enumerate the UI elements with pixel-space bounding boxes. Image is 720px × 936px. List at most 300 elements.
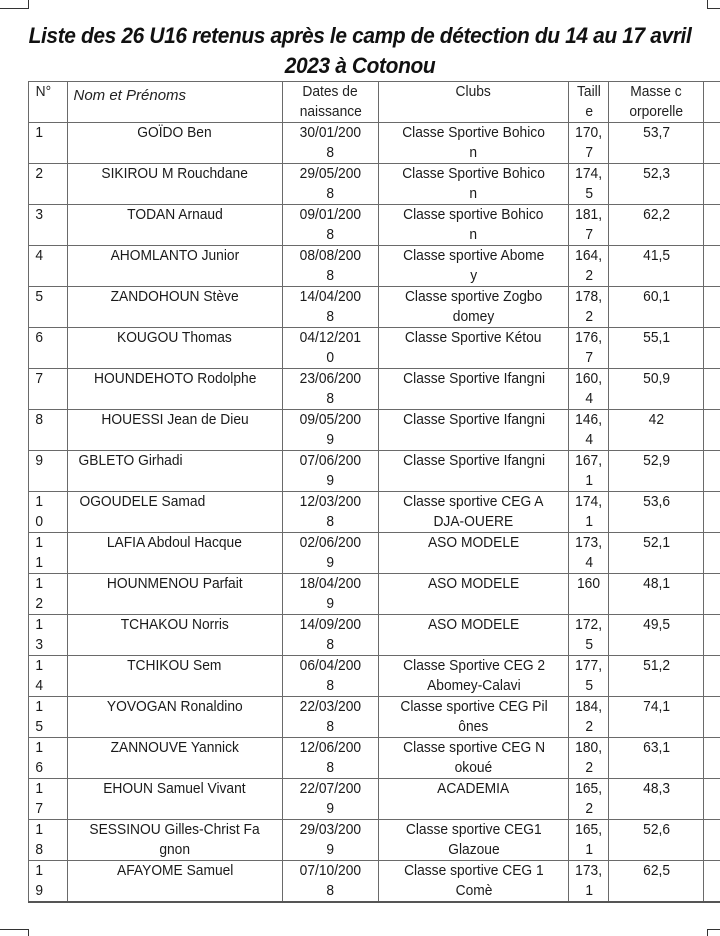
- cell-name-line: AFAYOME Samuel: [117, 861, 233, 881]
- cell-name: [67, 492, 283, 533]
- cell-height: [569, 451, 609, 492]
- cell-truncated-column: [704, 779, 720, 820]
- cell-number-line: 7: [35, 369, 43, 389]
- cell-truncated-column: [704, 451, 720, 492]
- cell-number: [29, 738, 68, 779]
- cell-club: [378, 205, 568, 246]
- cell-weight: [609, 164, 704, 205]
- cell-birthdate-line: 12/03/200: [300, 492, 361, 512]
- cell-name-line: ZANDOHOUN Stève: [111, 287, 239, 307]
- cell-birthdate-line: 22/07/200: [300, 779, 361, 799]
- cell-weight-line: 62,5: [643, 861, 670, 881]
- cell-club-line: Classe sportive CEG 1: [404, 861, 544, 881]
- cell-birthdate-line: 8: [327, 184, 335, 204]
- cell-name-line: LAFIA Abdoul Hacque: [107, 533, 242, 553]
- cell-height-line: 1: [585, 471, 593, 491]
- cell-club: [378, 410, 568, 451]
- cell-club-line: y: [470, 266, 477, 286]
- cell-weight: [609, 205, 704, 246]
- cell-club: [378, 246, 568, 287]
- cell-truncated-column: [704, 656, 720, 697]
- cell-club-line: Comè: [455, 881, 492, 901]
- cell-name: [67, 738, 283, 779]
- cell-weight-line: 53,6: [643, 492, 670, 512]
- cell-height-line: 2: [585, 758, 593, 778]
- cell-weight: [609, 287, 704, 328]
- cell-birthdate-line: 22/03/200: [300, 697, 361, 717]
- cell-number-line: 9: [35, 881, 43, 901]
- cell-birthdate: [283, 615, 379, 656]
- cell-height-line: 1: [585, 840, 593, 860]
- cell-height-line: 165,: [575, 779, 602, 799]
- cell-height: [569, 615, 609, 656]
- cell-name: [67, 574, 283, 615]
- cell-number: [29, 328, 68, 369]
- cell-height-line: 2: [585, 307, 593, 327]
- cell-height: [569, 492, 609, 533]
- cell-number: [29, 246, 68, 287]
- table-row: [29, 410, 720, 451]
- table-row: [29, 287, 720, 328]
- cell-birthdate: [283, 656, 379, 697]
- cell-number: [29, 697, 68, 738]
- cell-birthdate-line: 14/09/200: [300, 615, 361, 635]
- cell-truncated-column: [704, 697, 720, 738]
- table-row: [29, 697, 720, 738]
- cell-weight-line: 48,1: [643, 574, 670, 594]
- cell-club-line: n: [470, 143, 478, 163]
- cell-weight: [609, 246, 704, 287]
- cell-club-line: n: [470, 225, 478, 245]
- cell-height: [569, 697, 609, 738]
- cell-number-line: 1: [35, 123, 43, 143]
- cell-height-line: 181,: [575, 205, 602, 225]
- cell-height-line: 4: [585, 430, 593, 450]
- cell-birthdate-line: 29/03/200: [300, 820, 361, 840]
- cell-height-line: 164,: [575, 246, 602, 266]
- cell-birthdate-line: 8: [327, 307, 335, 327]
- cell-club-line: Classe Sportive Kétou: [405, 328, 542, 348]
- cell-truncated-column: [704, 328, 720, 369]
- cell-birthdate: [283, 779, 379, 820]
- page-corner-mark-bottom-right: [707, 929, 720, 936]
- cell-club-line: DJA-OUERE: [434, 512, 514, 532]
- cell-height: [569, 820, 609, 861]
- cell-birthdate-line: 8: [327, 717, 335, 737]
- cell-club-line: Classe Sportive Bohico: [402, 123, 545, 143]
- cell-height: [569, 287, 609, 328]
- cell-weight-line: 62,2: [643, 205, 670, 225]
- cell-weight: [609, 328, 704, 369]
- cell-name-line: OGOUDELE Samad: [79, 492, 205, 512]
- cell-club: [378, 123, 568, 164]
- cell-birthdate-line: 07/06/200: [300, 451, 361, 471]
- cell-height-line: 4: [585, 389, 593, 409]
- cell-name: [67, 328, 283, 369]
- cell-birthdate-line: 09/01/200: [300, 205, 361, 225]
- cell-birthdate: [283, 246, 379, 287]
- cell-number-line: 1: [35, 779, 43, 799]
- cell-weight-line: 55,1: [643, 328, 670, 348]
- cell-truncated-column: [704, 492, 720, 533]
- header-number: N°: [29, 82, 68, 123]
- cell-number-line: 1: [35, 820, 43, 840]
- cell-truncated-column: [704, 369, 720, 410]
- cell-number-line: 4: [35, 676, 43, 696]
- header-weight-line: Masse c: [631, 82, 682, 102]
- cell-club-line: Classe sportive Zogbo: [405, 287, 542, 307]
- cell-birthdate-line: 9: [327, 799, 335, 819]
- cell-birthdate-line: 8: [327, 512, 335, 532]
- cell-name: [67, 205, 283, 246]
- cell-weight: [609, 738, 704, 779]
- cell-birthdate-line: 08/08/200: [300, 246, 361, 266]
- cell-club-line: Classe sportive Abome: [403, 246, 544, 266]
- cell-birthdate-line: 09/05/200: [300, 410, 361, 430]
- cell-club-line: Classe Sportive Ifangni: [403, 451, 545, 471]
- cell-birthdate: [283, 861, 379, 903]
- cell-name-line: HOUNDEHOTO Rodolphe: [94, 369, 256, 389]
- cell-club-line: ASO MODELE: [428, 615, 519, 635]
- cell-club-line: Glazoue: [448, 840, 499, 860]
- cell-club-line: Abomey-Calavi: [427, 676, 521, 696]
- cell-club: [378, 369, 568, 410]
- cell-birthdate-line: 9: [327, 594, 335, 614]
- cell-birthdate-line: 9: [327, 553, 335, 573]
- table-row: [29, 656, 720, 697]
- cell-birthdate-line: 9: [327, 430, 335, 450]
- cell-club-line: Classe sportive Bohico: [403, 205, 543, 225]
- cell-number-line: 6: [35, 328, 43, 348]
- cell-number: [29, 410, 68, 451]
- cell-club-line: okoué: [455, 758, 493, 778]
- cell-height: [569, 164, 609, 205]
- cell-height: [569, 574, 609, 615]
- cell-number-line: 1: [35, 861, 43, 881]
- cell-name-line: TCHIKOU Sem: [128, 656, 222, 676]
- cell-weight: [609, 533, 704, 574]
- cell-club: [378, 451, 568, 492]
- cell-number-line: 9: [35, 451, 43, 471]
- cell-truncated-column: [704, 533, 720, 574]
- header-weight: [609, 82, 704, 123]
- cell-birthdate: [283, 287, 379, 328]
- cell-birthdate-line: 07/10/200: [300, 861, 361, 881]
- cell-name-line: GBLETO Girhadi: [78, 451, 182, 471]
- cell-birthdate-line: 02/06/200: [300, 533, 361, 553]
- cell-number: [29, 369, 68, 410]
- cell-number-line: 1: [35, 697, 43, 717]
- cell-number: [29, 123, 68, 164]
- document-title: Liste des 26 U16 retenus après le camp de détection du 14 au 17 avril 2023 à Cotonou: [25, 21, 695, 81]
- cell-birthdate-line: 8: [327, 676, 335, 696]
- cell-height: [569, 246, 609, 287]
- cell-club: [378, 656, 568, 697]
- cell-weight-line: 49,5: [643, 615, 670, 635]
- cell-birthdate-line: 8: [327, 881, 335, 901]
- cell-birthdate-line: 29/05/200: [300, 164, 361, 184]
- cell-weight-line: 50,9: [643, 369, 670, 389]
- cell-birthdate: [283, 820, 379, 861]
- cell-number: [29, 574, 68, 615]
- cell-height: [569, 205, 609, 246]
- table-row: [29, 533, 720, 574]
- cell-name: [67, 369, 283, 410]
- cell-height-line: 174,: [575, 164, 602, 184]
- cell-weight-line: 63,1: [643, 738, 670, 758]
- cell-truncated-column: [704, 205, 720, 246]
- cell-name-line: GOÏDO Ben: [138, 123, 212, 143]
- cell-truncated-column: [704, 410, 720, 451]
- header-birthdate-line: Dates de: [303, 82, 358, 102]
- cell-club-line: ACADEMIA: [438, 779, 510, 799]
- cell-height-line: 167,: [575, 451, 602, 471]
- table-row: [29, 492, 720, 533]
- table-row: [29, 369, 720, 410]
- cell-weight: [609, 697, 704, 738]
- cell-club: [378, 697, 568, 738]
- cell-weight: [609, 451, 704, 492]
- cell-birthdate: [283, 492, 379, 533]
- cell-height-line: 160,: [575, 369, 602, 389]
- cell-number-line: 1: [35, 533, 43, 553]
- header-height: [569, 82, 609, 123]
- cell-truncated-column: [704, 820, 720, 861]
- header-weight-line: orporelle: [630, 102, 684, 122]
- cell-club-line: Classe sportive CEG A: [403, 492, 543, 512]
- cell-name-line: EHOUN Samuel Vivant: [104, 779, 246, 799]
- cell-number-line: 1: [35, 615, 43, 635]
- cell-birthdate-line: 8: [327, 143, 335, 163]
- cell-weight: [609, 123, 704, 164]
- cell-height-line: 5: [585, 676, 593, 696]
- cell-height: [569, 369, 609, 410]
- cell-birthdate: [283, 369, 379, 410]
- cell-height-line: 1: [585, 881, 593, 901]
- cell-height: [569, 656, 609, 697]
- cell-club: [378, 492, 568, 533]
- cell-club: [378, 533, 568, 574]
- cell-truncated-column: [704, 287, 720, 328]
- table-row: [29, 328, 720, 369]
- cell-weight: [609, 369, 704, 410]
- table-row: [29, 615, 720, 656]
- cell-weight: [609, 492, 704, 533]
- cell-height-line: 7: [585, 348, 593, 368]
- table-row: [29, 738, 720, 779]
- cell-name: [67, 533, 283, 574]
- cell-number: [29, 533, 68, 574]
- cell-truncated-column: [704, 123, 720, 164]
- cell-weight: [609, 615, 704, 656]
- cell-number: [29, 164, 68, 205]
- cell-height-line: 5: [585, 635, 593, 655]
- table-row: [29, 779, 720, 820]
- cell-weight-line: 74,1: [643, 697, 670, 717]
- cell-weight-line: 42: [649, 410, 664, 430]
- cell-truncated-column: [704, 861, 720, 903]
- cell-name: [67, 451, 283, 492]
- cell-birthdate: [283, 574, 379, 615]
- cell-birthdate: [283, 738, 379, 779]
- cell-name: [67, 779, 283, 820]
- cell-number-line: 4: [35, 246, 43, 266]
- cell-height-line: 184,: [575, 697, 602, 717]
- header-truncated-column: [704, 82, 720, 123]
- cell-number-line: 2: [35, 594, 43, 614]
- cell-weight-line: 41,5: [643, 246, 670, 266]
- cell-birthdate-line: 04/12/201: [300, 328, 361, 348]
- cell-name-line: SESSINOU Gilles-Christ Fa: [90, 820, 260, 840]
- cell-height: [569, 738, 609, 779]
- cell-number-line: 7: [35, 799, 43, 819]
- cell-number-line: 2: [35, 164, 43, 184]
- cell-weight: [609, 574, 704, 615]
- cell-club: [378, 328, 568, 369]
- cell-truncated-column: [704, 574, 720, 615]
- cell-weight: [609, 656, 704, 697]
- cell-number: [29, 205, 68, 246]
- cell-birthdate-line: 8: [327, 758, 335, 778]
- cell-birthdate-line: 14/04/200: [300, 287, 361, 307]
- table-row: [29, 861, 720, 903]
- header-club: Clubs: [378, 82, 568, 123]
- cell-height: [569, 861, 609, 903]
- cell-club: [378, 779, 568, 820]
- cell-number-line: 1: [35, 553, 43, 573]
- cell-weight: [609, 410, 704, 451]
- cell-weight: [609, 779, 704, 820]
- cell-number-line: 3: [35, 635, 43, 655]
- cell-club: [378, 164, 568, 205]
- cell-height-line: 177,: [575, 656, 602, 676]
- cell-number-line: 1: [35, 738, 43, 758]
- cell-height-line: 180,: [575, 738, 602, 758]
- cell-name: [67, 697, 283, 738]
- cell-name: [67, 656, 283, 697]
- header-birthdate-line: naissance: [299, 102, 361, 122]
- table-row: [29, 164, 720, 205]
- cell-weight-line: 52,9: [643, 451, 670, 471]
- cell-number-line: 1: [35, 656, 43, 676]
- cell-club-line: ônes: [459, 717, 489, 737]
- cell-birthdate-line: 18/04/200: [300, 574, 361, 594]
- cell-birthdate-line: 23/06/200: [300, 369, 361, 389]
- cell-club: [378, 820, 568, 861]
- cell-height-line: 1: [585, 512, 593, 532]
- table-header-row: [29, 82, 720, 123]
- cell-birthdate: [283, 164, 379, 205]
- cell-weight-line: 52,3: [643, 164, 670, 184]
- cell-name: [67, 615, 283, 656]
- cell-birthdate: [283, 697, 379, 738]
- cell-number-line: 8: [35, 840, 43, 860]
- cell-name-line: SIKIROU M Rouchdane: [101, 164, 248, 184]
- cell-club-line: ASO MODELE: [428, 574, 519, 594]
- cell-number: [29, 492, 68, 533]
- cell-club: [378, 287, 568, 328]
- table-row: [29, 205, 720, 246]
- header-height-line: Taill: [577, 82, 601, 102]
- table-row: [29, 123, 720, 164]
- cell-name-line: TODAN Arnaud: [127, 205, 223, 225]
- cell-birthdate: [283, 533, 379, 574]
- cell-club-line: n: [470, 184, 478, 204]
- cell-club-line: Classe sportive CEG1: [406, 820, 542, 840]
- cell-height: [569, 328, 609, 369]
- cell-club: [378, 861, 568, 903]
- cell-name-line: YOVOGAN Ronaldino: [107, 697, 243, 717]
- cell-height-line: 2: [585, 266, 593, 286]
- cell-height-line: 7: [585, 225, 593, 245]
- table-row: [29, 820, 720, 861]
- cell-number: [29, 861, 68, 903]
- cell-height-line: 165,: [575, 820, 602, 840]
- player-roster-table: [28, 81, 720, 903]
- cell-name: [67, 820, 283, 861]
- cell-height-line: 174,: [575, 492, 602, 512]
- cell-truncated-column: [704, 738, 720, 779]
- cell-club: [378, 738, 568, 779]
- table-row: [29, 246, 720, 287]
- cell-truncated-column: [704, 164, 720, 205]
- cell-birthdate-line: 30/01/200: [300, 123, 361, 143]
- cell-number-line: 5: [35, 717, 43, 737]
- table-row: [29, 451, 720, 492]
- cell-truncated-column: [704, 246, 720, 287]
- cell-height: [569, 779, 609, 820]
- cell-height-line: 4: [585, 553, 593, 573]
- cell-weight-line: 52,6: [643, 820, 670, 840]
- cell-birthdate-line: 8: [327, 635, 335, 655]
- header-height-line: e: [585, 102, 593, 122]
- cell-height-line: 2: [585, 799, 593, 819]
- cell-height: [569, 123, 609, 164]
- cell-number-line: 1: [35, 574, 43, 594]
- cell-name-line: ZANNOUVE Yannick: [111, 738, 239, 758]
- cell-club-line: ASO MODELE: [428, 533, 519, 553]
- cell-weight-line: 48,3: [643, 779, 670, 799]
- cell-birthdate-line: 06/04/200: [300, 656, 361, 676]
- cell-weight: [609, 861, 704, 903]
- cell-birthdate: [283, 328, 379, 369]
- cell-name-line: KOUGOU Thomas: [117, 328, 232, 348]
- cell-name: [67, 287, 283, 328]
- page-corner-mark-top-right: [707, 0, 720, 9]
- cell-weight-line: 60,1: [643, 287, 670, 307]
- cell-weight: [609, 820, 704, 861]
- cell-name: [67, 246, 283, 287]
- cell-birthdate-line: 8: [327, 225, 335, 245]
- cell-height-line: 5: [585, 184, 593, 204]
- cell-birthdate-line: 9: [327, 840, 335, 860]
- table-body: [29, 123, 720, 903]
- cell-birthdate: [283, 451, 379, 492]
- cell-number: [29, 656, 68, 697]
- cell-name-line: HOUNMENOU Parfait: [107, 574, 243, 594]
- cell-club-line: domey: [453, 307, 494, 327]
- cell-number-line: 3: [35, 205, 43, 225]
- cell-height-line: 176,: [575, 328, 602, 348]
- cell-club: [378, 615, 568, 656]
- cell-number-line: 6: [35, 758, 43, 778]
- cell-height-line: 173,: [575, 533, 602, 553]
- cell-birthdate-line: 0: [327, 348, 335, 368]
- cell-number: [29, 287, 68, 328]
- cell-weight-line: 53,7: [643, 123, 670, 143]
- cell-height-line: 178,: [575, 287, 602, 307]
- cell-name: [67, 164, 283, 205]
